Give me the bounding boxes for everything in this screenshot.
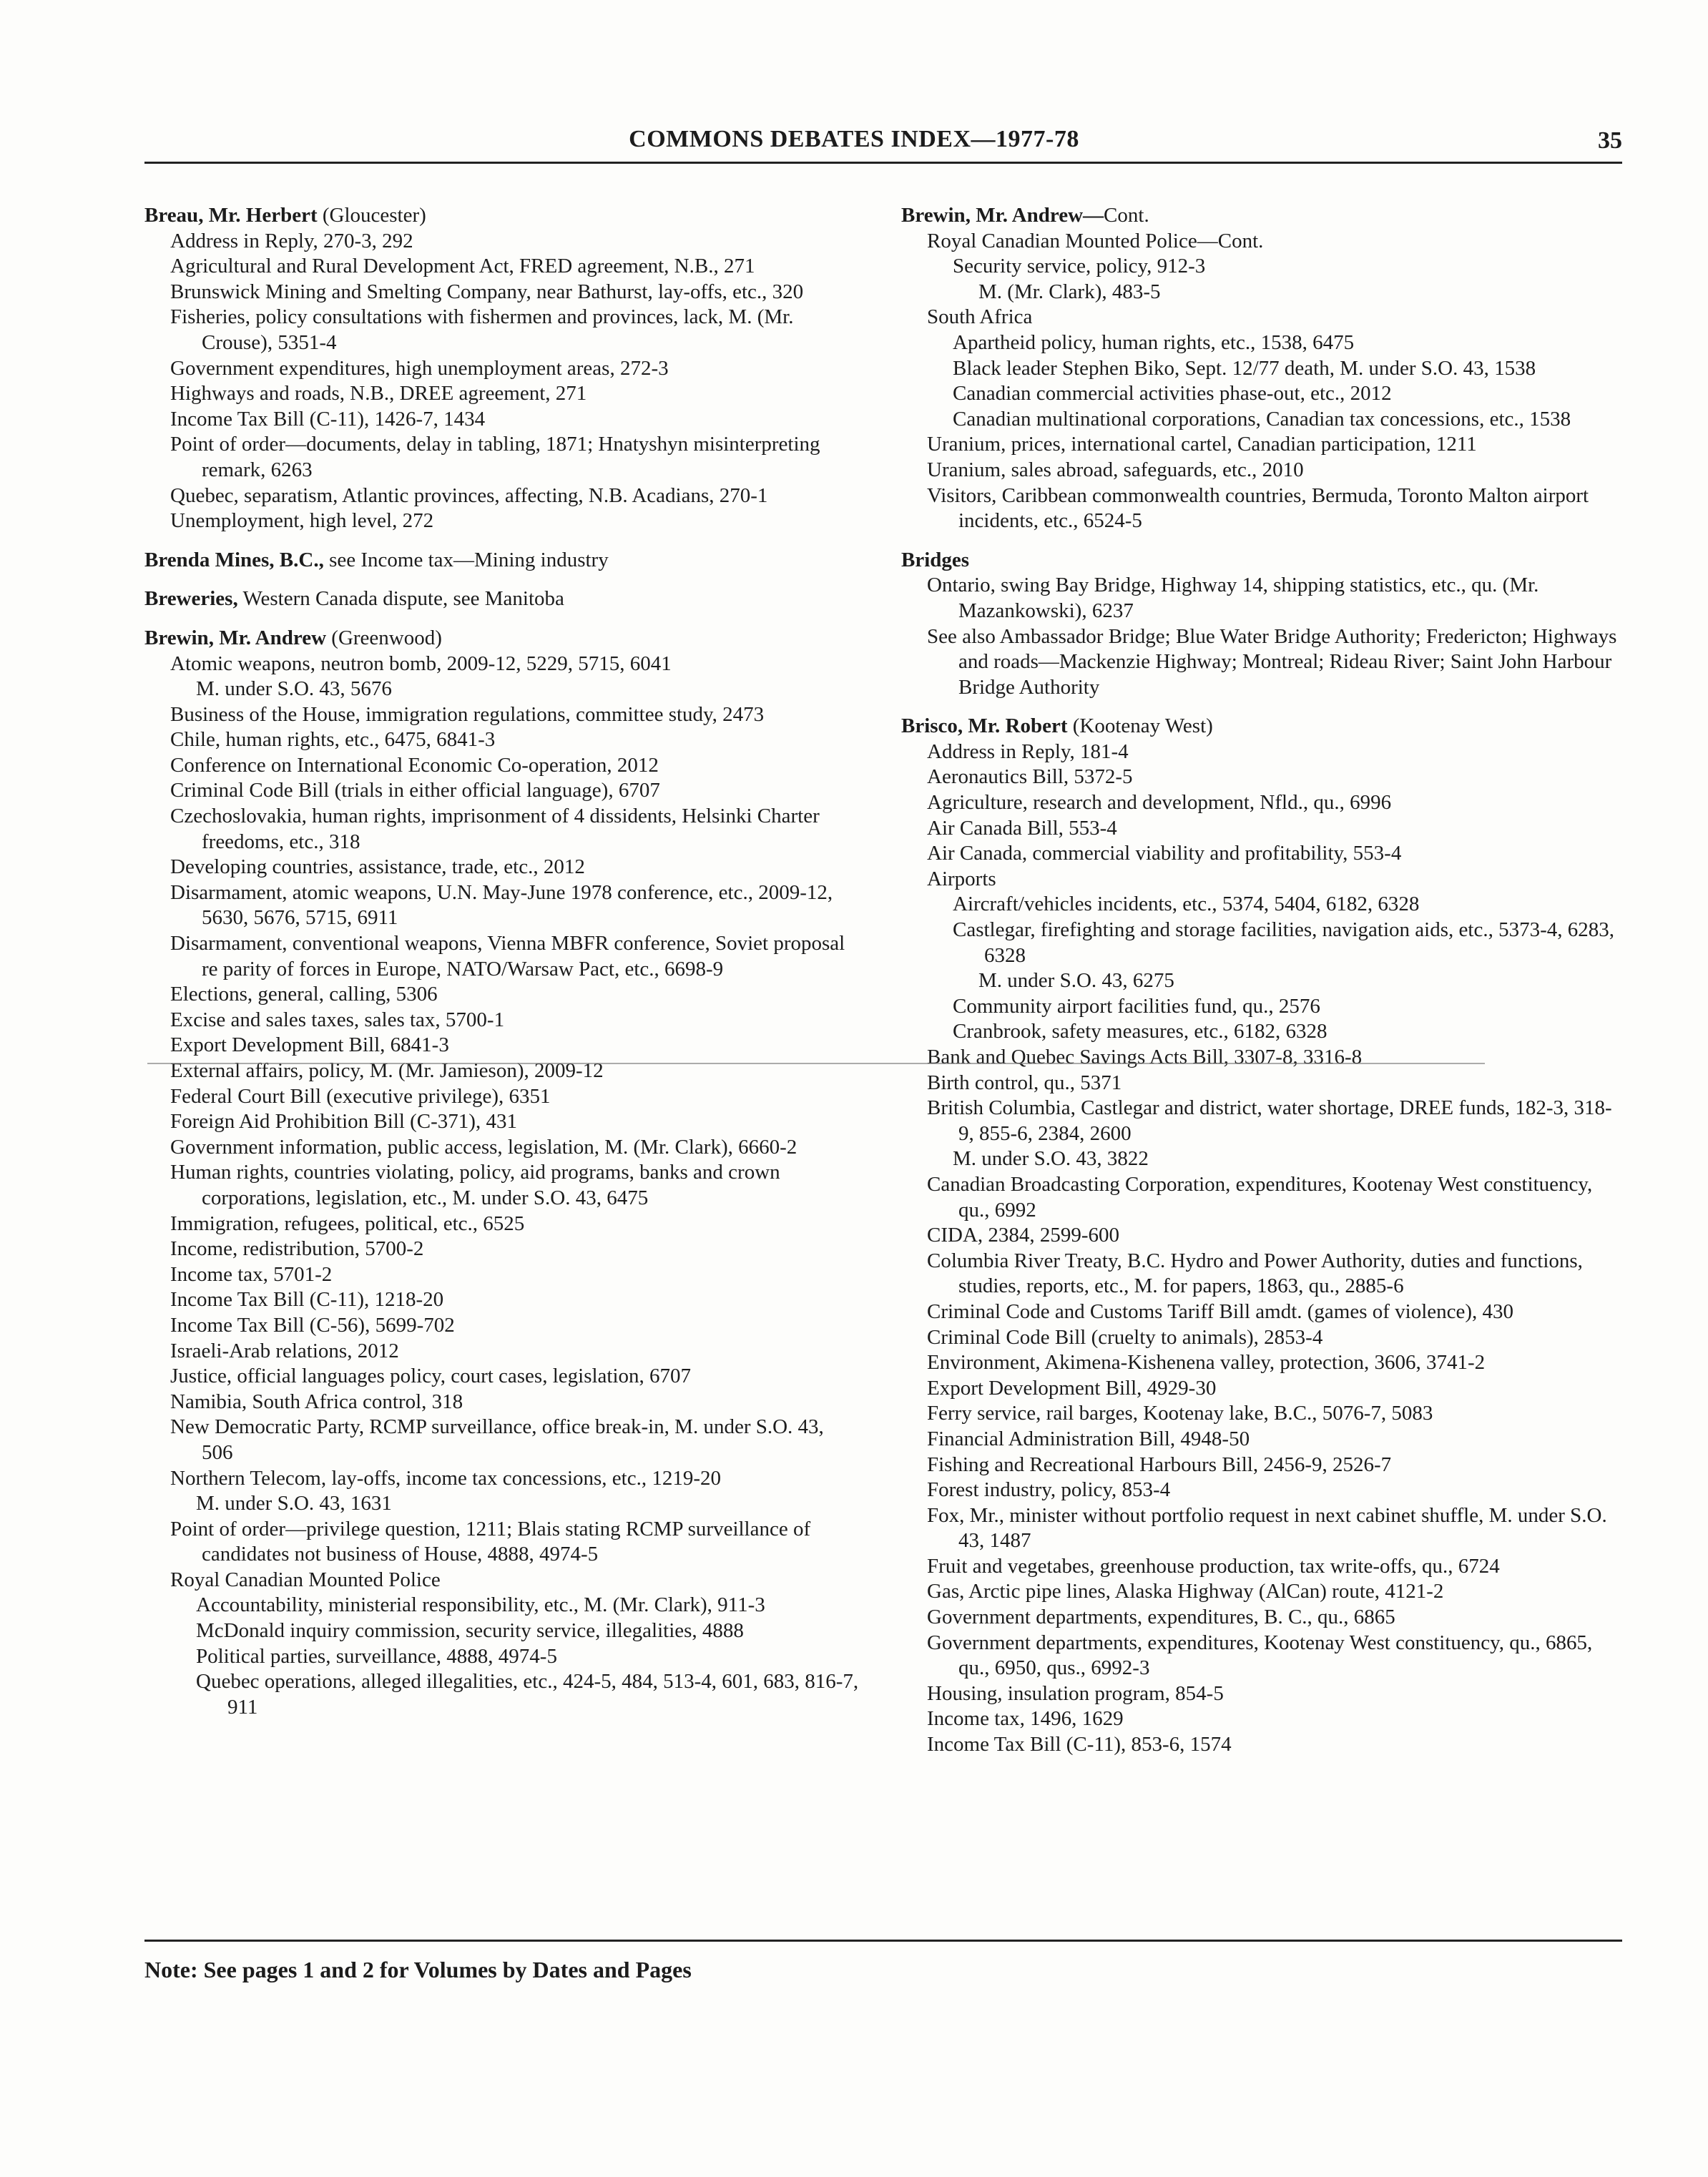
index-subentry: Ontario, swing Bay Bridge, Highway 14, shipping statistics, etc., qu. (Mr. Mazankowski), 6237	[927, 574, 1539, 622]
index-subentry: Justice, official languages policy, court cases, legislation, 6707	[170, 1365, 692, 1388]
index-subentry: Disarmament, atomic weapons, U.N. May-June 1978 conference, etc., 2009-12, 5630, 5676, 5715, 6911	[170, 880, 833, 930]
index-subentry: Income tax, 1496, 1629	[927, 1707, 1124, 1731]
index-heading-detail: (Kootenay West)	[1067, 714, 1213, 738]
index-subentry: Atomic weapons, neutron bomb, 2009-12, 5229, 5715, 6041	[170, 652, 672, 675]
index-heading-name: Brenda Mines, B.C.,	[144, 548, 324, 571]
page-number: 35	[1598, 127, 1622, 154]
fold-crease-line	[147, 1063, 1485, 1064]
index-heading	[901, 714, 1624, 739]
index-subentry: Criminal Code Bill (trials in either official language), 6707	[170, 779, 660, 802]
footer-rule	[144, 1940, 1622, 1942]
index-column-right	[901, 203, 1624, 1758]
index-subentry: Point of order—privilege question, 1211; Blais stating RCMP surveillance of candidates not business of House, 4888, 4974-5	[170, 1517, 811, 1566]
index-subentry: Income, redistribution, 5700-2	[170, 1237, 424, 1261]
index-subentry: Highways and roads, N.B., DREE agreement, 271	[170, 382, 587, 406]
index-subentry: Foreign Aid Prohibition Bill (C-371), 431	[170, 1110, 517, 1134]
index-subentry: Point of order—documents, delay in tabling, 1871; Hnatyshyn misinterpreting remark, 6263	[170, 433, 820, 481]
index-subentry: Community airport facilities fund, qu., 2576	[953, 994, 1320, 1018]
index-heading	[901, 203, 1624, 229]
index-column-left	[144, 203, 860, 1720]
index-subentry: Federal Court Bill (executive privilege), 6351	[170, 1084, 551, 1108]
index-subentry: Human rights, countries violating, policy, aid programs, banks and crown corporations, legislation, etc., M. under S.O. 43, 6475	[170, 1161, 780, 1209]
index-subentry: M. under S.O. 43, 6275	[978, 969, 1174, 993]
index-subentry: McDonald inquiry commission, security service, illegalities, 4888	[196, 1619, 744, 1643]
index-subentry: Government information, public access, legislation, M. (Mr. Clark), 6660-2	[170, 1135, 797, 1159]
index-subentry: M. under S.O. 43, 5676	[196, 677, 392, 701]
index-subentry: Aeronautics Bill, 5372-5	[927, 765, 1133, 789]
index-subentry: Ferry service, rail barges, Kootenay lake, B.C., 5076-7, 5083	[927, 1402, 1433, 1425]
index-subentry: Government departments, expenditures, B. C., qu., 6865	[927, 1606, 1395, 1629]
index-subentry: Income Tax Bill (C-56), 5699-702	[170, 1313, 455, 1337]
index-subentry: Income Tax Bill (C-11), 853-6, 1574	[927, 1733, 1232, 1756]
index-subentry: Royal Canadian Mounted Police—Cont.	[927, 229, 1264, 252]
index-heading	[144, 548, 860, 574]
header-rule	[144, 162, 1622, 164]
index-subentry: Forest industry, policy, 853-4	[927, 1478, 1171, 1502]
index-subentry: Gas, Arctic pipe lines, Alaska Highway (AlCan) route, 4121-2	[927, 1580, 1444, 1603]
running-header-title: COMMONS DEBATES INDEX—1977-78	[629, 126, 1079, 152]
index-subentry: Agriculture, research and development, Nfld., qu., 6996	[927, 791, 1392, 815]
index-subentry: Visitors, Caribbean commonwealth countries, Bermuda, Toronto Malton airport incidents, etc., 6524-5	[927, 483, 1589, 533]
index-subentry: Fisheries, policy consultations with fishermen and provinces, lack, M. (Mr. Crouse), 5351-4	[170, 305, 794, 354]
index-subentry: Namibia, South Africa control, 318	[170, 1390, 463, 1413]
index-subentry: Bank and Quebec Savings Acts Bill, 3307-8, 3316-8	[927, 1046, 1363, 1068]
index-subentry: Czechoslovakia, human rights, imprisonment of 4 dissidents, Helsinki Charter freedoms, etc., 318	[170, 805, 820, 853]
index-subentry: Northern Telecom, lay-offs, income tax concessions, etc., 1219-20	[170, 1466, 722, 1490]
index-subentry: See also Ambassador Bridge; Blue Water Bridge Authority; Fredericton; Highways and roads—Mackenzie Highway; Montreal; Rideau River; Saint John Harbour Bridge Authority	[927, 624, 1617, 699]
index-subentry: Agricultural and Rural Development Act, FRED agreement, N.B., 271	[170, 255, 755, 278]
index-subentry: New Democratic Party, RCMP surveillance, office break-in, M. under S.O. 43, 506	[170, 1415, 824, 1464]
index-subentry: Address in Reply, 270-3, 292	[170, 229, 413, 252]
index-subentry: Quebec operations, alleged illegalities, etc., 424-5, 484, 513-4, 601, 683, 816-7, 911	[196, 1670, 859, 1719]
index-heading	[144, 626, 860, 652]
index-subentry: CIDA, 2384, 2599-600	[927, 1224, 1120, 1247]
index-subentry: M. (Mr. Clark), 483-5	[978, 280, 1161, 303]
index-heading-name: Brewin, Mr. Andrew	[144, 626, 327, 649]
index-subentry: Conference on International Economic Co-operation, 2012	[170, 753, 659, 777]
index-subentry: Government departments, expenditures, Kootenay West constituency, qu., 6865, qu., 6950, qus., 6992-3	[927, 1631, 1593, 1680]
index-heading	[144, 586, 860, 612]
index-heading-detail: Cont.	[1104, 204, 1149, 227]
index-heading-detail: see Income tax—Mining industry	[323, 548, 609, 571]
index-subentry: Unemployment, high level, 272	[170, 509, 434, 533]
index-subentry: Canadian multinational corporations, Canadian tax concessions, etc., 1538	[953, 407, 1571, 431]
index-heading-name: Brewin, Mr. Andrew—	[901, 204, 1104, 227]
index-subentry: Canadian commercial activities phase-out, etc., 2012	[953, 382, 1392, 406]
index-subentry: M. under S.O. 43, 1631	[196, 1492, 392, 1515]
index-subentry: Airports	[927, 867, 996, 890]
index-subentry: Income Tax Bill (C-11), 1218-20	[170, 1288, 444, 1312]
index-subentry: South Africa	[927, 305, 1033, 329]
index-subentry: Aircraft/vehicles incidents, etc., 5374, 5404, 6182, 6328	[953, 893, 1420, 916]
index-subentry: Developing countries, assistance, trade, etc., 2012	[170, 855, 585, 879]
index-heading-name: Breau, Mr. Herbert	[144, 204, 318, 227]
index-subentry: Fox, Mr., minister without portfolio request in next cabinet shuffle, M. under S.O. 43, 1487	[927, 1503, 1607, 1553]
index-subentry: Fruit and vegetabes, greenhouse production, tax write-offs, qu., 6724	[927, 1554, 1500, 1578]
footer-note: Note: See pages 1 and 2 for Volumes by Dates and Pages	[144, 1957, 692, 1982]
index-subentry: Israeli-Arab relations, 2012	[170, 1339, 399, 1362]
index-subentry: Environment, Akimena-Kishenena valley, protection, 3606, 3741-2	[927, 1351, 1486, 1375]
index-heading-detail: (Gloucester)	[317, 204, 426, 227]
index-subentry: Income tax, 5701-2	[170, 1262, 333, 1286]
index-subentry: Elections, general, calling, 5306	[170, 983, 438, 1006]
index-subentry: Uranium, prices, international cartel, Canadian participation, 1211	[927, 433, 1477, 456]
index-subentry: Excise and sales taxes, sales tax, 5700-1	[170, 1008, 505, 1031]
index-subentry: Criminal Code and Customs Tariff Bill amdt. (games of violence), 430	[927, 1299, 1514, 1323]
index-subentry: Disarmament, conventional weapons, Vienna MBFR conference, Soviet proposal re parity of forces in Europe, NATO/Warsaw Pact, etc., 6698-9	[170, 932, 845, 981]
index-heading	[144, 203, 860, 229]
index-subentry: Government expenditures, high unemployment areas, 272-3	[170, 356, 669, 380]
index-subentry: Quebec, separatism, Atlantic provinces, affecting, N.B. Acadians, 270-1	[170, 483, 768, 507]
index-subentry: Export Development Bill, 4929-30	[927, 1376, 1217, 1400]
index-heading	[901, 548, 1624, 574]
index-subentry: Air Canada, commercial viability and profitability, 553-4	[927, 842, 1402, 865]
index-subentry: Financial Administration Bill, 4948-50	[927, 1427, 1250, 1450]
index-subentry: Political parties, surveillance, 4888, 4974-5	[196, 1644, 557, 1668]
index-subentry: Black leader Stephen Biko, Sept. 12/77 death, M. under S.O. 43, 1538	[953, 356, 1536, 380]
index-heading-detail: (Greenwood)	[326, 626, 442, 649]
index-subentry: Security service, policy, 912-3	[953, 255, 1206, 278]
index-subentry: Air Canada Bill, 553-4	[927, 816, 1117, 840]
index-subentry: Canadian Broadcasting Corporation, expenditures, Kootenay West constituency, qu., 6992	[927, 1172, 1593, 1222]
index-subentry: Apartheid policy, human rights, etc., 1538, 6475	[953, 330, 1355, 354]
index-subentry: Income Tax Bill (C-11), 1426-7, 1434	[170, 407, 486, 431]
index-subentry: Export Development Bill, 6841-3	[170, 1033, 449, 1057]
index-subentry: Brunswick Mining and Smelting Company, near Bathurst, lay-offs, etc., 320	[170, 280, 804, 303]
index-subentry: Cranbrook, safety measures, etc., 6182, 6328	[953, 1020, 1327, 1043]
index-subentry: Chile, human rights, etc., 6475, 6841-3	[170, 728, 496, 752]
index-subentry: British Columbia, Castlegar and district, water shortage, DREE funds, 182-3, 318-9, 855-6, 2384, 2600	[927, 1096, 1612, 1145]
index-heading-detail: Western Canada dispute, see Manitoba	[237, 587, 564, 611]
index-subentry: Birth control, qu., 5371	[927, 1071, 1122, 1094]
index-subentry: Castlegar, firefighting and storage facilities, navigation aids, etc., 5373-4, 6283, 6328	[953, 918, 1614, 967]
index-subentry: Uranium, sales abroad, safeguards, etc., 2010	[927, 458, 1304, 481]
index-subentry: Address in Reply, 181-4	[927, 739, 1129, 763]
index-heading-name: Bridges	[901, 548, 970, 571]
index-subentry: Fishing and Recreational Harbours Bill, 2456-9, 2526-7	[927, 1453, 1392, 1476]
index-subentry: Royal Canadian Mounted Police	[170, 1568, 441, 1591]
index-subentry: M. under S.O. 43, 3822	[953, 1147, 1149, 1171]
index-subentry: Criminal Code Bill (cruelty to animals), 2853-4	[927, 1325, 1323, 1349]
index-subentry: Accountability, ministerial responsibility, etc., M. (Mr. Clark), 911-3	[196, 1593, 765, 1617]
index-heading-name: Brisco, Mr. Robert	[901, 714, 1068, 738]
index-subentry: External affairs, policy, M. (Mr. Jamieson), 2009-12	[170, 1059, 604, 1082]
index-subentry: Business of the House, immigration regulations, committee study, 2473	[170, 702, 765, 726]
index-subentry: Columbia River Treaty, B.C. Hydro and Power Authority, duties and functions, studies, reports, etc., M. for papers, 1863, qu., 2885-6	[927, 1249, 1583, 1298]
index-subentry: Housing, insulation program, 854-5	[927, 1681, 1224, 1705]
index-heading-name: Breweries,	[144, 587, 238, 611]
index-subentry: Immigration, refugees, political, etc., 6525	[170, 1212, 525, 1235]
